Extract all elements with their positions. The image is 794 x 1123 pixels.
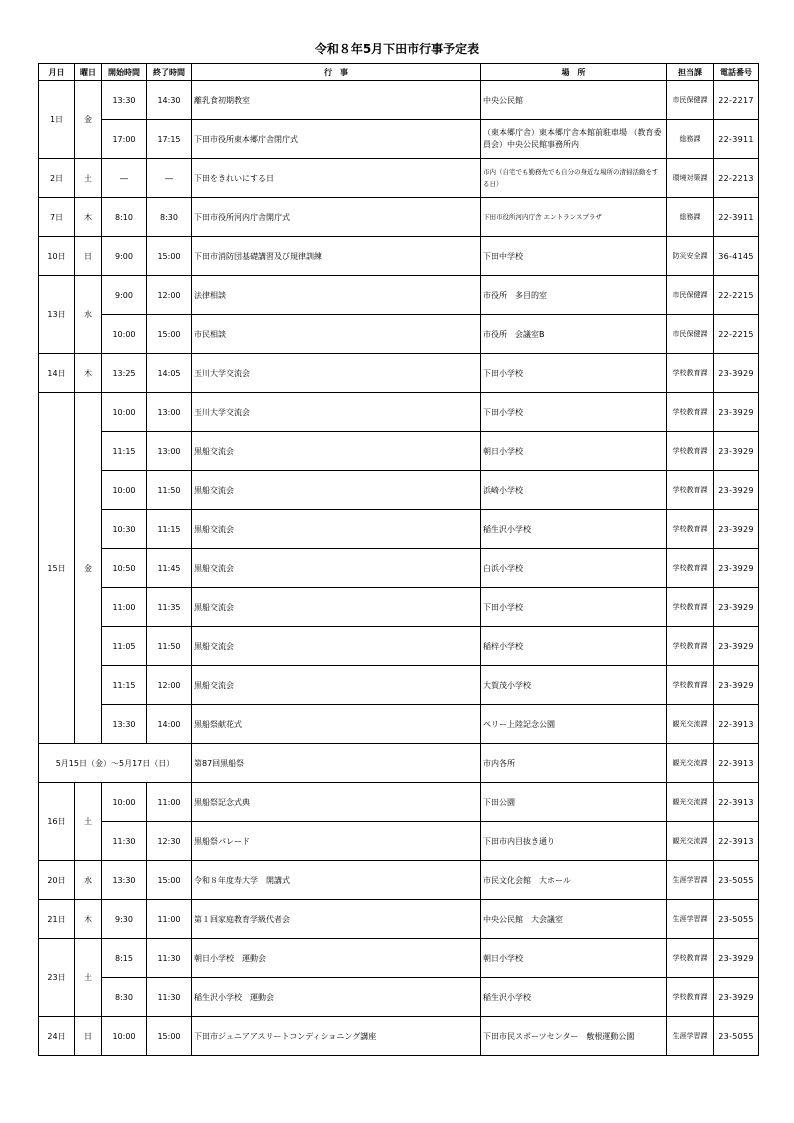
table-row	[39, 705, 759, 744]
event-cell: 玉川大学交流会	[192, 354, 481, 393]
place-cell: 下田小学校	[481, 354, 667, 393]
start-time-cell: 9:30	[102, 900, 147, 939]
start-time-cell: 11:15	[102, 666, 147, 705]
end-time-cell: 15:00	[147, 237, 192, 276]
date-cell: 1日	[39, 81, 75, 159]
phone-cell: 22-3911	[714, 120, 759, 159]
header-date: 月日	[39, 64, 75, 81]
department-cell: 観光交流課	[667, 822, 714, 861]
date-cell: 23日	[39, 939, 75, 1017]
end-time-cell: 11:00	[147, 783, 192, 822]
table-row	[39, 393, 759, 432]
event-cell: 下田市消防団基礎講習及び規律訓練	[192, 237, 481, 276]
department-cell: 市民保健課	[667, 81, 714, 120]
end-time-cell: 11:50	[147, 627, 192, 666]
table-row	[39, 666, 759, 705]
start-time-cell: 13:30	[102, 81, 147, 120]
weekday-cell: 木	[75, 900, 102, 939]
header-dept: 担当課	[667, 64, 714, 81]
start-time-cell: 8:10	[102, 198, 147, 237]
weekday-cell: 木	[75, 354, 102, 393]
start-time-cell: 9:00	[102, 237, 147, 276]
department-cell: 生涯学習課	[667, 861, 714, 900]
table-row	[39, 978, 759, 1017]
date-cell: 16日	[39, 783, 75, 861]
department-cell: 学校教育課	[667, 666, 714, 705]
place-cell: 下田市民スポーツセンター 敷根運動公園	[481, 1017, 667, 1056]
event-cell: 第87回黒船祭	[192, 744, 481, 783]
end-time-cell: 11:45	[147, 549, 192, 588]
table-row	[39, 159, 759, 198]
event-cell: 黒船交流会	[192, 471, 481, 510]
start-time-cell: 11:15	[102, 432, 147, 471]
event-cell: 下田をきれいにする日	[192, 159, 481, 198]
place-cell: 下田中学校	[481, 237, 667, 276]
phone-cell: 23-3929	[714, 939, 759, 978]
end-time-cell: 11:30	[147, 939, 192, 978]
weekday-cell: 金	[75, 393, 102, 744]
date-cell: 20日	[39, 861, 75, 900]
schedule-body	[39, 81, 759, 1056]
event-cell: 黒船交流会	[192, 627, 481, 666]
end-time-cell: 15:00	[147, 861, 192, 900]
place-cell: 下田小学校	[481, 393, 667, 432]
phone-cell: 23-3929	[714, 393, 759, 432]
event-cell: 黒船交流会	[192, 549, 481, 588]
place-cell: 市役所 会議室B	[481, 315, 667, 354]
start-time-cell: 10:50	[102, 549, 147, 588]
event-cell: 稲生沢小学校 運動会	[192, 978, 481, 1017]
start-time-cell: 10:00	[102, 1017, 147, 1056]
end-time-cell: 13:00	[147, 432, 192, 471]
phone-cell: 22-2213	[714, 159, 759, 198]
phone-cell: 23-3929	[714, 666, 759, 705]
department-cell: 学校教育課	[667, 978, 714, 1017]
header-row	[39, 64, 759, 81]
table-row	[39, 237, 759, 276]
table-row	[39, 549, 759, 588]
table-row	[39, 744, 759, 783]
end-time-cell: ―	[147, 159, 192, 198]
event-cell: 玉川大学交流会	[192, 393, 481, 432]
start-time-cell: 13:25	[102, 354, 147, 393]
start-time-cell: 17:00	[102, 120, 147, 159]
table-row	[39, 510, 759, 549]
phone-cell: 23-3929	[714, 627, 759, 666]
place-cell: 市役所 多目的室	[481, 276, 667, 315]
date-cell: 14日	[39, 354, 75, 393]
weekday-cell: 土	[75, 159, 102, 198]
event-cell: 離乳食初期教室	[192, 81, 481, 120]
event-cell: 黒船交流会	[192, 666, 481, 705]
weekday-cell: 日	[75, 1017, 102, 1056]
table-row	[39, 120, 759, 159]
phone-cell: 22-3913	[714, 783, 759, 822]
table-row	[39, 822, 759, 861]
end-time-cell: 12:00	[147, 666, 192, 705]
end-time-cell: 12:00	[147, 276, 192, 315]
phone-cell: 23-3929	[714, 510, 759, 549]
event-cell: 黒船祭パレード	[192, 822, 481, 861]
start-time-cell: 9:00	[102, 276, 147, 315]
department-cell: 学校教育課	[667, 354, 714, 393]
phone-cell: 22-3911	[714, 198, 759, 237]
table-row	[39, 783, 759, 822]
end-time-cell: 11:30	[147, 978, 192, 1017]
place-cell: （東本郷庁舎）東本郷庁舎本館前駐車場 （教育委員会）中央公民館事務所内	[481, 120, 667, 159]
start-time-cell: 8:15	[102, 939, 147, 978]
event-cell: 下田市役所河内庁舎開庁式	[192, 198, 481, 237]
event-cell: 黒船交流会	[192, 510, 481, 549]
event-cell: 下田市役所東本郷庁舎閉庁式	[192, 120, 481, 159]
phone-cell: 22-3913	[714, 822, 759, 861]
place-cell: 下田小学校	[481, 588, 667, 627]
end-time-cell: 15:00	[147, 1017, 192, 1056]
table-row	[39, 276, 759, 315]
event-cell: 下田市ジュニアアスリートコンディショニング講座	[192, 1017, 481, 1056]
phone-cell: 23-5055	[714, 900, 759, 939]
start-time-cell: 10:00	[102, 315, 147, 354]
department-cell: 学校教育課	[667, 510, 714, 549]
place-cell: 稲生沢小学校	[481, 510, 667, 549]
date-cell: 13日	[39, 276, 75, 354]
end-time-cell: 8:30	[147, 198, 192, 237]
table-row	[39, 900, 759, 939]
table-row	[39, 315, 759, 354]
event-cell: 黒船祭記念式典	[192, 783, 481, 822]
place-cell: 中央公民館 大会議室	[481, 900, 667, 939]
weekday-cell: 金	[75, 81, 102, 159]
start-time-cell: 11:30	[102, 822, 147, 861]
start-time-cell: ―	[102, 159, 147, 198]
start-time-cell: 11:00	[102, 588, 147, 627]
place-cell: ペリー上陸記念公園	[481, 705, 667, 744]
header-end: 終了時間	[147, 64, 192, 81]
end-time-cell: 11:50	[147, 471, 192, 510]
phone-cell: 22-2215	[714, 315, 759, 354]
department-cell: 生涯学習課	[667, 1017, 714, 1056]
table-row	[39, 354, 759, 393]
end-time-cell: 11:35	[147, 588, 192, 627]
end-time-cell: 15:00	[147, 315, 192, 354]
header-weekday: 曜日	[75, 64, 102, 81]
department-cell: 環境対策課	[667, 159, 714, 198]
end-time-cell: 13:00	[147, 393, 192, 432]
event-cell: 令和８年度寿大学 開講式	[192, 861, 481, 900]
place-cell: 市内（自宅でも勤務先でも自分の身近な場所の清掃活動をする日）	[481, 159, 667, 198]
weekday-cell: 日	[75, 237, 102, 276]
table-row	[39, 471, 759, 510]
start-time-cell: 10:30	[102, 510, 147, 549]
department-cell: 学校教育課	[667, 588, 714, 627]
place-cell: 朝日小学校	[481, 939, 667, 978]
start-time-cell: 10:00	[102, 471, 147, 510]
table-row	[39, 81, 759, 120]
weekday-cell: 水	[75, 276, 102, 354]
place-cell: 下田公園	[481, 783, 667, 822]
department-cell: 観光交流課	[667, 705, 714, 744]
phone-cell: 36-4145	[714, 237, 759, 276]
schedule-table	[38, 63, 759, 1056]
date-cell: 7日	[39, 198, 75, 237]
table-row	[39, 432, 759, 471]
phone-cell: 23-3929	[714, 471, 759, 510]
start-time-cell: 13:30	[102, 705, 147, 744]
date-cell: 15日	[39, 393, 75, 744]
header-start: 開始時間	[102, 64, 147, 81]
department-cell: 総務課	[667, 198, 714, 237]
start-time-cell: 10:00	[102, 783, 147, 822]
start-time-cell: 13:30	[102, 861, 147, 900]
table-row	[39, 861, 759, 900]
weekday-cell: 土	[75, 783, 102, 861]
place-cell: 市内各所	[481, 744, 667, 783]
place-cell: 中央公民館	[481, 81, 667, 120]
end-time-cell: 11:00	[147, 900, 192, 939]
event-cell: 黒船交流会	[192, 588, 481, 627]
department-cell: 総務課	[667, 120, 714, 159]
department-cell: 市民保健課	[667, 276, 714, 315]
end-time-cell: 14:00	[147, 705, 192, 744]
date-cell: 2日	[39, 159, 75, 198]
phone-cell: 23-3929	[714, 432, 759, 471]
place-cell: 大賀茂小学校	[481, 666, 667, 705]
header-place: 場 所	[481, 64, 667, 81]
date-cell: 10日	[39, 237, 75, 276]
department-cell: 学校教育課	[667, 393, 714, 432]
event-cell: 黒船交流会	[192, 432, 481, 471]
start-time-cell: 8:30	[102, 978, 147, 1017]
phone-cell: 22-2215	[714, 276, 759, 315]
department-cell: 学校教育課	[667, 627, 714, 666]
phone-cell: 23-5055	[714, 861, 759, 900]
event-cell: 法律相談	[192, 276, 481, 315]
place-cell: 白浜小学校	[481, 549, 667, 588]
phone-cell: 23-3929	[714, 588, 759, 627]
phone-cell: 23-3929	[714, 354, 759, 393]
weekday-cell: 木	[75, 198, 102, 237]
department-cell: 防災安全課	[667, 237, 714, 276]
date-cell: 21日	[39, 900, 75, 939]
table-row	[39, 627, 759, 666]
place-cell: 稲梓小学校	[481, 627, 667, 666]
page-title: 令和８年5月下田市行事予定表	[314, 42, 480, 56]
table-row	[39, 198, 759, 237]
weekday-cell: 水	[75, 861, 102, 900]
table-row	[39, 588, 759, 627]
end-time-cell: 12:30	[147, 822, 192, 861]
date-range-cell: 5月15日（金）～5月17日（日）	[39, 744, 192, 783]
event-cell: 第１回家庭教育学級代者会	[192, 900, 481, 939]
event-cell: 朝日小学校 運動会	[192, 939, 481, 978]
table-row	[39, 939, 759, 978]
department-cell: 学校教育課	[667, 471, 714, 510]
department-cell: 観光交流課	[667, 783, 714, 822]
department-cell: 学校教育課	[667, 939, 714, 978]
phone-cell: 22-2217	[714, 81, 759, 120]
table-row	[39, 1017, 759, 1056]
end-time-cell: 11:15	[147, 510, 192, 549]
start-time-cell: 10:00	[102, 393, 147, 432]
header-event: 行 事	[192, 64, 481, 81]
place-cell: 朝日小学校	[481, 432, 667, 471]
department-cell: 学校教育課	[667, 432, 714, 471]
header-tel: 電話番号	[714, 64, 759, 81]
place-cell: 下田市内目抜き通り	[481, 822, 667, 861]
place-cell: 市民文化会館 大ホール	[481, 861, 667, 900]
phone-cell: 22-3913	[714, 705, 759, 744]
department-cell: 学校教育課	[667, 549, 714, 588]
phone-cell: 23-5055	[714, 1017, 759, 1056]
end-time-cell: 17:15	[147, 120, 192, 159]
event-cell: 市民相談	[192, 315, 481, 354]
place-cell: 下田市役所河内庁舎 エントランスプラザ	[481, 198, 667, 237]
end-time-cell: 14:30	[147, 81, 192, 120]
phone-cell: 23-3929	[714, 978, 759, 1017]
event-cell: 黒船祭献花式	[192, 705, 481, 744]
start-time-cell: 11:05	[102, 627, 147, 666]
phone-cell: 22-3913	[714, 744, 759, 783]
place-cell: 浜崎小学校	[481, 471, 667, 510]
place-cell: 稲生沢小学校	[481, 978, 667, 1017]
end-time-cell: 14:05	[147, 354, 192, 393]
date-cell: 24日	[39, 1017, 75, 1056]
department-cell: 市民保健課	[667, 315, 714, 354]
weekday-cell: 土	[75, 939, 102, 1017]
department-cell: 生涯学習課	[667, 900, 714, 939]
phone-cell: 23-3929	[714, 549, 759, 588]
department-cell: 観光交流課	[667, 744, 714, 783]
